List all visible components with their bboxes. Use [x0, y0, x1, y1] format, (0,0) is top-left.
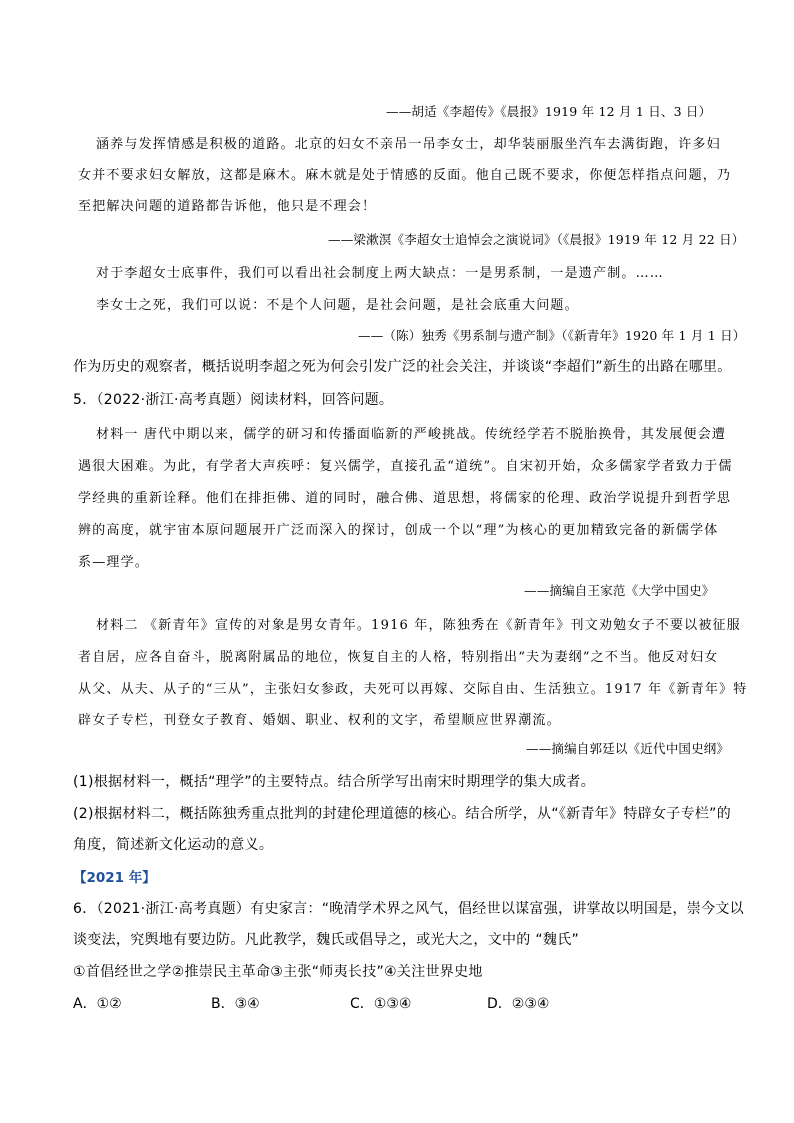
source-hushi: ——胡适《李超传》《晨报》1919 年 12 月 1 日、3 日） [386, 104, 712, 119]
sub-question-2: 角度，简述新文化运动的意义。 [73, 837, 274, 853]
material-paragraph-line: 至把解决问题的道路都告诉他，他只是不理会！ [78, 199, 377, 214]
question-6-stem: 6．（2021·浙江·高考真题）有史家言：“晚清学术界之风气，倡经世以谋富强，讲掌故以明国是，崇今文以 [73, 901, 744, 917]
option-c[interactable]: C．①③④ [350, 996, 412, 1012]
material-paragraph-line: 对于李超女士底事件，我们可以看出社会制度上两大缺点：一是男系制，一是遗产制。…… [96, 266, 665, 281]
material-2-line: 辟女子专栏，刊登女子教育、婚姻、职业、权利的文字，希望顺应世界潮流。 [78, 713, 561, 728]
question-5-stem: 5．（2022·浙江·高考真题）阅读材料，回答问题。 [73, 392, 394, 408]
material-paragraph-line: 女并不要求妇女解放，这都是麻木。麻木就是处于情感的反面。他自己既不要求，你便怎样指点问题，乃 [78, 168, 732, 183]
material-2-line: 从父、从夫、从子的“三从”，主张妇女参政，夫死可以再嫁、交际自由、生活独立。1917 年《新青年》特 [78, 682, 748, 697]
option-a[interactable]: A．①② [73, 996, 122, 1012]
question-6-stem: 谈变法，究舆地有要边防。凡此教学，魏氏或倡导之，或光大之，文中的 “魏氏” [73, 932, 580, 948]
material-1-line: 学经典的重新诠释。他们在排拒佛、道的同时，融合佛、道思想，将儒家的伦理、政治学说提升到哲学思 [78, 491, 732, 506]
material-1-line: 遇很大困难。为此，有学者大声疾呼：复兴儒学，直接孔孟“道统”。自宋初开始，众多儒家学者致力于儒 [78, 459, 733, 474]
material-2-line: 者自居，应各自奋斗，脱离附属品的地位，恢复自主的人格，特别指出“夫为妻纲”之不当。他反对妇女 [78, 650, 719, 665]
material-1-line: 材料一 唐代中期以来，儒学的研习和传播面临新的严峻挑战。传统经学若不脱胎换骨，其发展便会遭 [96, 427, 727, 442]
material-paragraph-line: 李女士之死，我们可以说：不是个人问题，是社会问题，是社会底重大问题。 [96, 298, 579, 313]
source-liang: ——梁漱溟《李超女士追悼会之演说词》（《晨报》1919 年 12 月 22 日） [328, 232, 745, 247]
year-heading: 【2021 年】 [73, 870, 156, 886]
sub-question-2: (2)根据材料二，概括陈独秀重点批判的封建伦理道德的核心。结合所学，从“《新青年》特辟女子专栏”的 [73, 806, 732, 822]
source-guo: ——摘编自郭廷以《近代中国史纲》 [526, 741, 730, 756]
question-6-items: ①首倡经世之学②推崇民主革命③主张“师夷长技”④关注世界史地 [73, 964, 483, 980]
source-chen: ——（陈）独秀《男系制与遗产制》（《新青年》1920 年 1 月 1 日） [358, 328, 746, 343]
option-b[interactable]: B．③④ [211, 996, 260, 1012]
source-wang: ——摘编自王家范《大学中国史》 [524, 583, 715, 598]
material-1-line: 系—理学。 [78, 555, 150, 570]
material-2-line: 材料二 《新青年》宣传的对象是男女青年。1916 年，陈独秀在《新青年》刊文劝勉女子不要以被征服 [96, 618, 741, 633]
option-d[interactable]: D．②③④ [487, 996, 550, 1012]
material-1-line: 辨的高度，就宇宙本原问题展开广泛而深入的探讨，创成一个以“理”为核心的更加精致完备的新儒学体 [78, 523, 719, 538]
material-paragraph-line: 涵养与发挥情感是积极的道路。北京的妇女不亲吊一吊李女士，却华装丽服坐汽车去满街跑，许多妇 [96, 137, 721, 152]
sub-question-1: (1)根据材料一，概括“理学”的主要特点。结合所学写出南宋时期理学的集大成者。 [73, 774, 596, 790]
question-text: 作为历史的观察者，概括说明李超之死为何会引发广泛的社会关注，并谈谈“李超们”新生的出路在哪里。 [73, 359, 732, 375]
